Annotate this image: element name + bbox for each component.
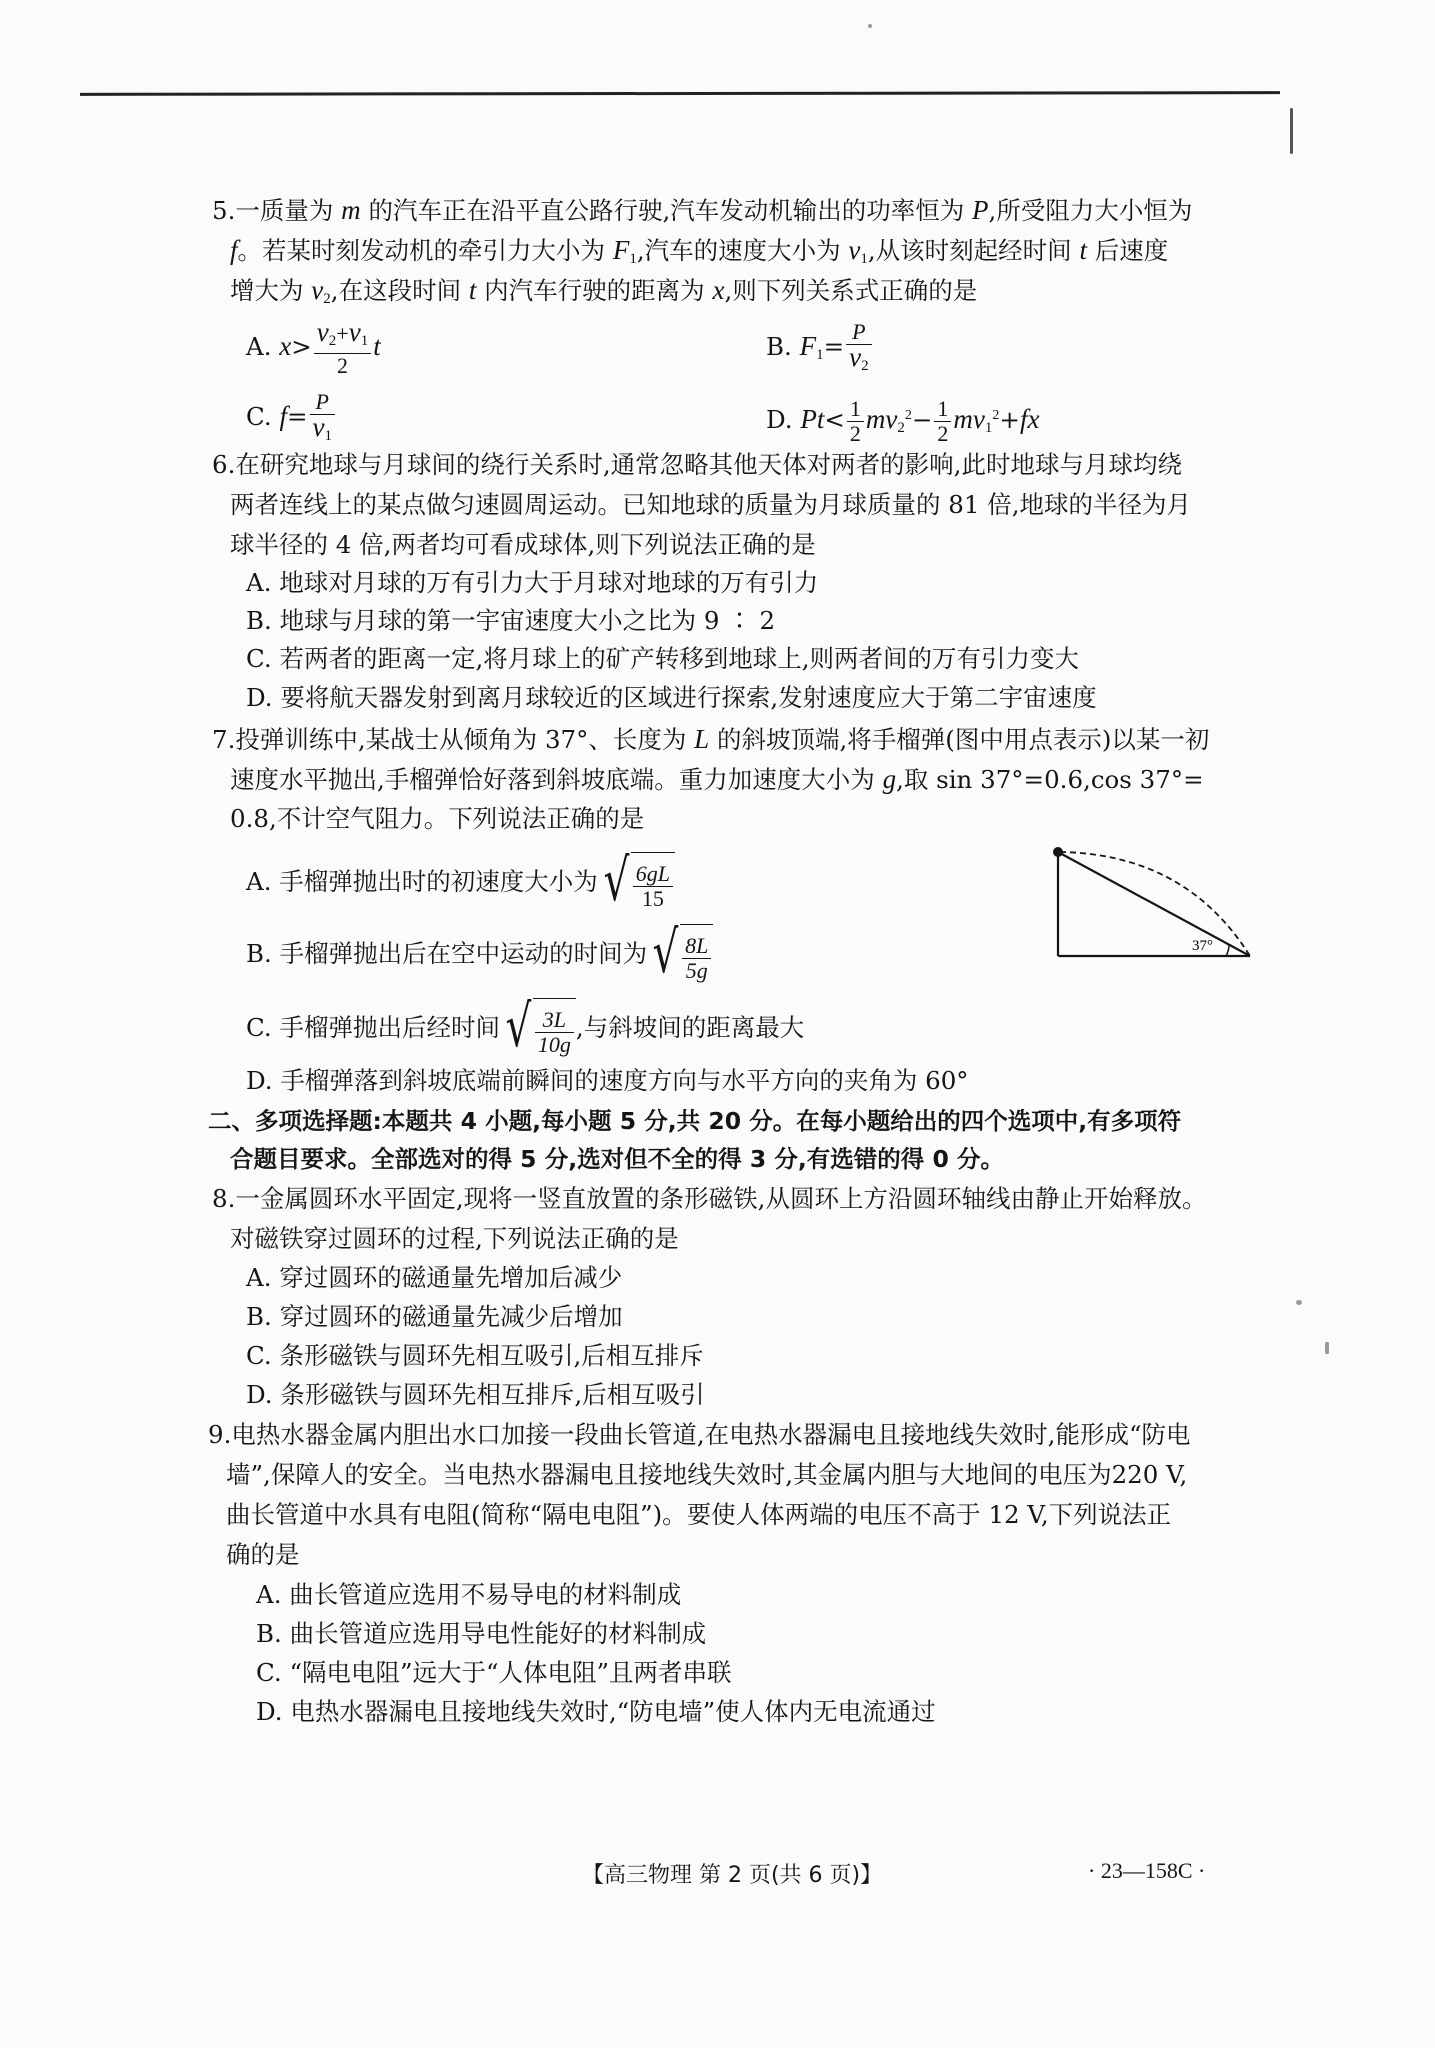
q5-option-a: A. x> $\frac{v_2+v_1}{2}$ t	[246, 316, 381, 378]
slope-diagram	[1046, 840, 1266, 970]
q6-option-c: C. 若两者的距离一定,将月球上的矿产转移到地球上,则两者间的万有引力变大	[246, 644, 1080, 673]
q9-line-3: 曲长管道中水具有电阻(简称“隔电电阻”)。要使人体两端的电压不高于 12 V,下列说法正	[226, 1500, 1172, 1529]
q5-line-1: 5.一质量为 m 的汽车正在沿平直公路行驶,汽车发动机输出的功率恒为 P,所受阻力大小恒为	[212, 195, 1193, 225]
q9-line-4: 确的是	[226, 1540, 300, 1569]
q8-option-d: D. 条形磁铁与圆环先相互排斥,后相互吸引	[246, 1380, 705, 1409]
q9-line-1: 9.电热水器金属内胆出水口加接一段曲长管道,在电热水器漏电且接地线失效时,能形成“防电	[208, 1420, 1191, 1449]
q7-option-a: A. 手榴弹抛出时的初速度大小为 √ $\frac{6gL}{15}$	[246, 852, 675, 915]
q9-option-b: B. 曲长管道应选用导电性能好的材料制成	[256, 1619, 707, 1648]
q7-option-c: C. 手榴弹抛出后经时间 √ $\frac{3L}{10g}$ ,与斜坡间的距离最大	[246, 992, 805, 1060]
q5-line-2: f。若某时刻发动机的牵引力大小为 $F_1$,汽车的速度大小为 $v_1$,从该时刻起经时间 t 后速度	[230, 235, 1169, 267]
q8-line-1: 8.一金属圆环水平固定,现将一竖直放置的条形磁铁,从圆环上方沿圆环轴线由静止开始释放。	[212, 1184, 1207, 1213]
section-2-line-2: 合题目要求。全部选对的得 5 分,选对但不全的得 3 分,有选错的得 0 分。	[230, 1145, 1004, 1173]
angle-label: 37°	[1192, 938, 1213, 954]
q5c-fraction: $\frac{P}{v_1}$	[310, 390, 335, 448]
sqrt-expression: √ $\frac{3L}{10g}$	[500, 998, 576, 1061]
q5a-fraction: $\frac{v_2+v_1}{2}$	[314, 320, 371, 378]
q6-option-a: A. 地球对月球的万有引力大于月球对地球的万有引力	[246, 568, 819, 597]
slope-incline	[1058, 852, 1250, 956]
top-rule	[80, 91, 1280, 96]
angle-arc	[1226, 944, 1229, 956]
q5b-fraction: $\frac{P}{v_2}$	[846, 320, 871, 378]
section-2-line-1: 二、多项选择题:本题共 4 小题,每小题 5 分,共 20 分。在每小题给出的四个选项中,有多项符	[208, 1107, 1182, 1135]
page-footer-title: 【高三物理 第 2 页(共 6 页)】	[582, 1863, 883, 1888]
q7-line-1: 7.投弹训练中,某战士从倾角为 37°、长度为 L 的斜坡顶端,将手榴弹(图中用点表示)以某一初	[212, 724, 1210, 754]
q9-option-d: D. 电热水器漏电且接地线失效时,“防电墙”使人体内无电流通过	[256, 1697, 936, 1726]
q9-option-a: A. 曲长管道应选用不易导电的材料制成	[256, 1580, 682, 1609]
q7-line-3: 0.8,不计空气阻力。下列说法正确的是	[230, 804, 645, 833]
q5-line-3: 增大为 $v_2$,在这段时间 t 内汽车行驶的距离为 x,则下列关系式正确的是	[230, 275, 978, 307]
q8-option-a: A. 穿过圆环的磁通量先增加后减少	[246, 1263, 623, 1292]
scan-edge-mark	[1290, 108, 1293, 154]
q6-line-1: 6.在研究地球与月球间的绕行关系时,通常忽略其他天体对两者的影响,此时地球与月球均绕	[212, 450, 1182, 479]
q7-option-b: B. 手榴弹抛出后在空中运动的时间为 √ $\frac{8L}{5g}$	[246, 924, 713, 987]
page-footer-code: · 23—158C ·	[1088, 1858, 1206, 1883]
q6-line-3: 球半径的 4 倍,两者均可看成球体,则下列说法正确的是	[230, 530, 816, 559]
q7-option-d: D. 手榴弹落到斜坡底端前瞬间的速度方向与水平方向的夹角为 60°	[246, 1066, 969, 1095]
q5-option-b: B. $F_1=$ $\frac{P}{v_2}$	[766, 318, 874, 383]
q8-option-c: C. 条形磁铁与圆环先相互吸引,后相互排斥	[246, 1341, 704, 1370]
sqrt-expression: √ $\frac{6gL}{15}$	[598, 852, 675, 915]
q6-line-2: 两者连线上的某点做匀速圆周运动。已知地球的质量为月球质量的 81 倍,地球的半径为月	[230, 490, 1192, 519]
q9-option-c: C. “隔电电阻”远大于“人体电阻”且两者串联	[256, 1658, 732, 1687]
q9-line-2: 墙”,保障人的安全。当电热水器漏电且接地线失效时,其金属内胆与大地间的电压为220 V,	[226, 1460, 1188, 1489]
q8-line-2: 对磁铁穿过圆环的过程,下列说法正确的是	[230, 1224, 679, 1253]
scan-speck	[1296, 1300, 1302, 1305]
q5-option-c: C. f= $\frac{P}{v_1}$	[246, 388, 337, 448]
grenade-point	[1053, 847, 1063, 857]
sqrt-expression: √ $\frac{8L}{5g}$	[647, 924, 713, 987]
q5-option-d: D. Pt< $\frac{1}{2}$ $mv_2^2-$ $\frac{1}{2}$ $mv_1^2+fx$	[766, 396, 1040, 446]
q7-line-2: 速度水平抛出,手榴弹恰好落到斜坡底端。重力加速度大小为 g,取 sin 37°=0.6,cos 37°=	[230, 764, 1204, 794]
scan-speck	[1325, 1342, 1329, 1354]
q6-option-b: B. 地球与月球的第一宇宙速度大小之比为 9 ∶ 2	[246, 606, 776, 635]
scan-speck	[868, 24, 872, 28]
q8-option-b: B. 穿过圆环的磁通量先减少后增加	[246, 1302, 623, 1331]
q6-option-d: D. 要将航天器发射到离月球较近的区域进行探索,发射速度应大于第二宇宙速度	[246, 683, 1097, 712]
